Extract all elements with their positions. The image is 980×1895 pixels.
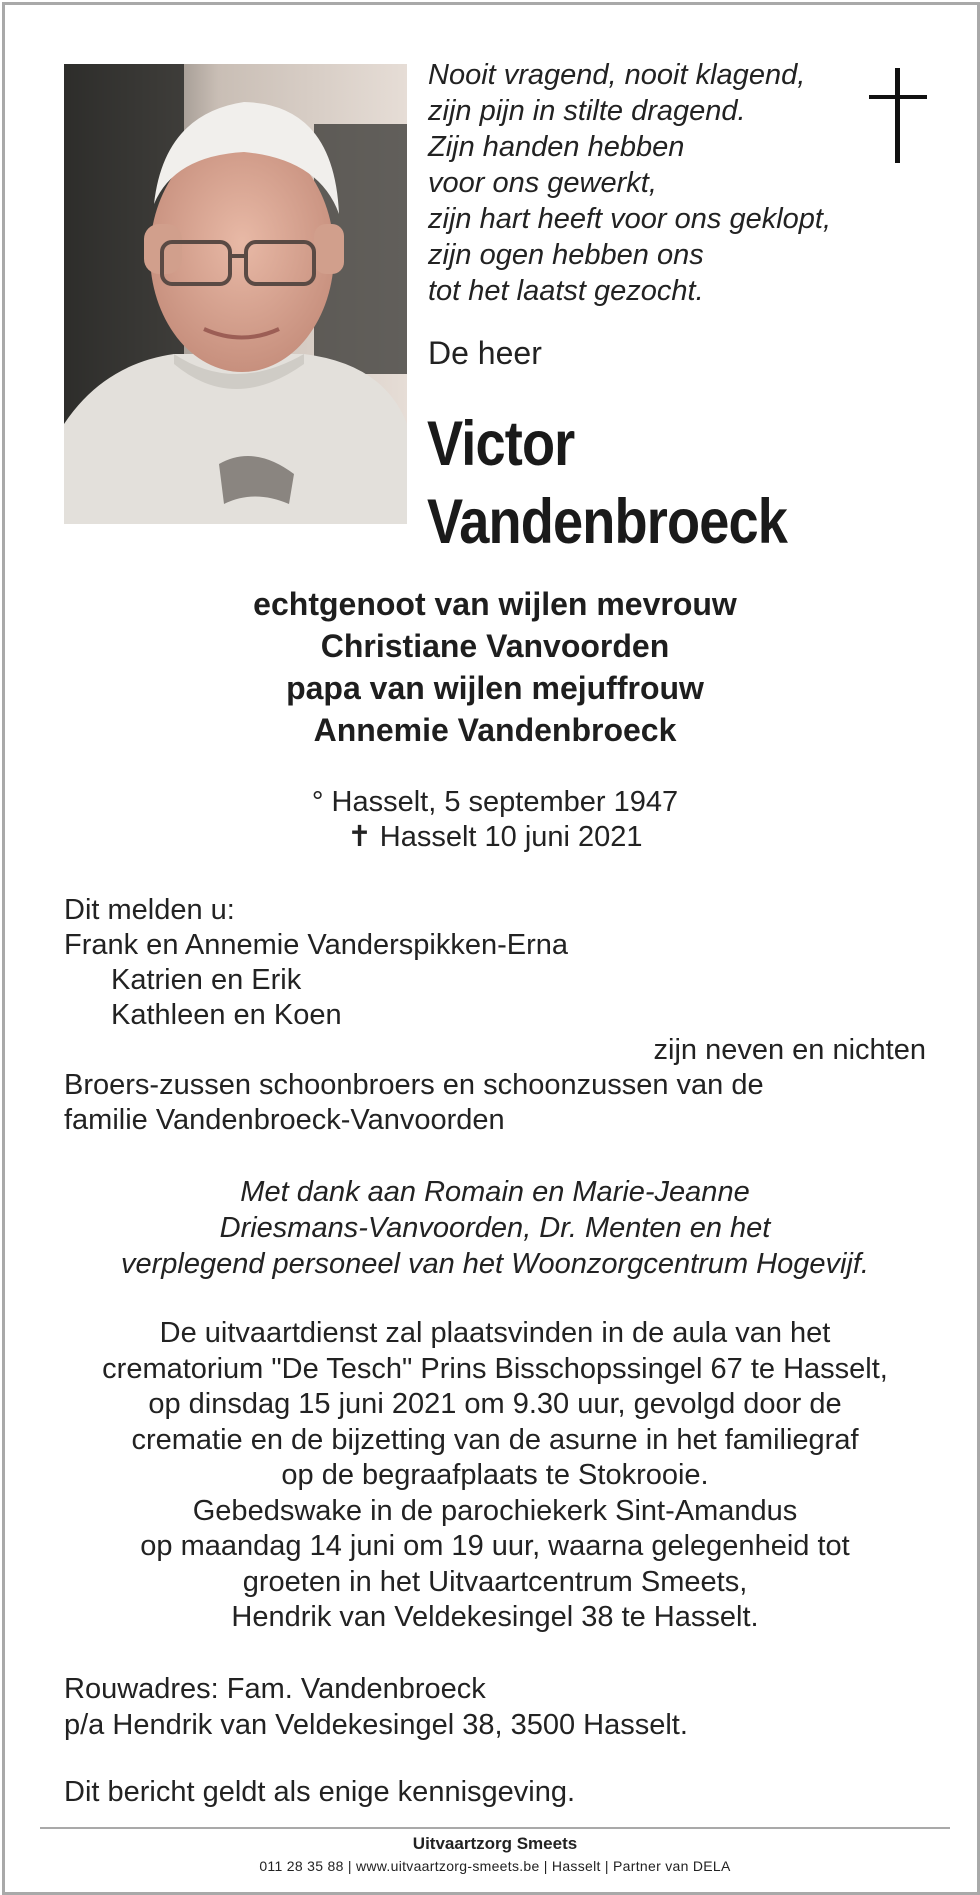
mourners <box>64 893 926 1138</box>
last-name: Vandenbroeck <box>427 487 788 557</box>
mourners-relation-label: zijn neven en nichten <box>653 1034 926 1066</box>
thanks-line: Driesmans-Vanvoorden, Dr. Menten en het <box>219 1212 771 1244</box>
poem-line: tot het laatst gezocht. <box>428 275 704 307</box>
poem-line: voor ons gewerkt, <box>428 167 657 199</box>
mourners-extended: familie Vandenbroeck-Vanvoorden <box>64 1104 505 1136</box>
address-line: p/a Hendrik van Veldekesingel 38, 3500 Hasselt. <box>64 1709 688 1741</box>
address-line: Rouwadres: Fam. Vandenbroeck <box>64 1673 486 1705</box>
footer-divider <box>40 1827 950 1829</box>
footer-company: Uitvaartzorg Smeets <box>412 1834 578 1853</box>
relation-line: Annemie Vandenbroeck <box>313 712 677 748</box>
thanks <box>5 1174 980 1282</box>
notice: Dit bericht geldt als enige kennisgeving. <box>64 1776 576 1808</box>
relation-line: echtgenoot van wijlen mevrouw <box>253 586 737 622</box>
mourners-family: Frank en Annemie Vanderspikken-Erna <box>64 929 569 961</box>
footer-info: 011 28 35 88 | www.uitvaartzorg-smeets.be | Hasselt | Partner van DELA <box>259 1858 731 1874</box>
service-line: op de begraafplaats te Stokrooie. <box>281 1459 709 1491</box>
service-line: De uitvaartdienst zal plaatsvinden in de aula van het <box>159 1317 831 1349</box>
relation-line: Christiane Vanvoorden <box>320 628 670 664</box>
poem-line: Zijn handen hebben <box>428 131 685 163</box>
latin-cross-icon <box>869 68 927 163</box>
relations <box>5 583 980 751</box>
thanks-line: verplegend personeel van het Woonzorgcentrum Hogevijf. <box>121 1248 869 1280</box>
life-dates <box>5 785 980 855</box>
service-line: op dinsdag 15 juni 2021 om 9.30 uur, gevolgd door de <box>148 1388 842 1420</box>
poem-line: zijn pijn in stilte dragend. <box>428 95 746 127</box>
portrait-photo <box>64 64 407 524</box>
poem-line: Nooit vragend, nooit klagend, <box>428 59 806 91</box>
service-line: groeten in het Uitvaartcentrum Smeets, <box>242 1565 748 1598</box>
service-line: Gebedswake in de parochiekerk Sint-Amandus <box>192 1494 798 1527</box>
mourners-child: Katrien en Erik <box>111 964 302 996</box>
service-line: Hendrik van Veldekesingel 38 te Hasselt. <box>231 1601 759 1633</box>
obituary-card <box>2 2 980 1895</box>
honorific: De heer <box>428 335 542 371</box>
deceased-name <box>427 405 787 561</box>
first-name: Victor <box>427 409 575 479</box>
service-details <box>5 1316 980 1636</box>
poem-line: zijn hart heeft voor ons geklopt, <box>428 203 832 235</box>
death-date: ✝ Hasselt 10 juni 2021 <box>347 821 643 853</box>
service-line: crematorium "De Tesch" Prins Bisschopssingel 67 te Hasselt, <box>102 1352 888 1385</box>
mourning-address <box>64 1671 926 1743</box>
mourners-extended: Broers-zussen schoonbroers en schoonzussen van de <box>64 1069 764 1101</box>
mourners-intro: Dit melden u: <box>64 894 235 926</box>
service-line: crematie en de bijzetting van de asurne in het familiegraf <box>131 1423 859 1456</box>
thanks-line: Met dank aan Romain en Marie-Jeanne <box>240 1176 750 1208</box>
poem <box>428 57 868 309</box>
relation-line: papa van wijlen mejuffrouw <box>286 670 704 706</box>
service-line: op maandag 14 juni om 19 uur, waarna gelegenheid tot <box>140 1530 850 1562</box>
poem-line: zijn ogen hebben ons <box>428 239 704 271</box>
birth-date: ° Hasselt, 5 september 1947 <box>311 786 679 818</box>
mourners-child: Kathleen en Koen <box>111 999 342 1031</box>
